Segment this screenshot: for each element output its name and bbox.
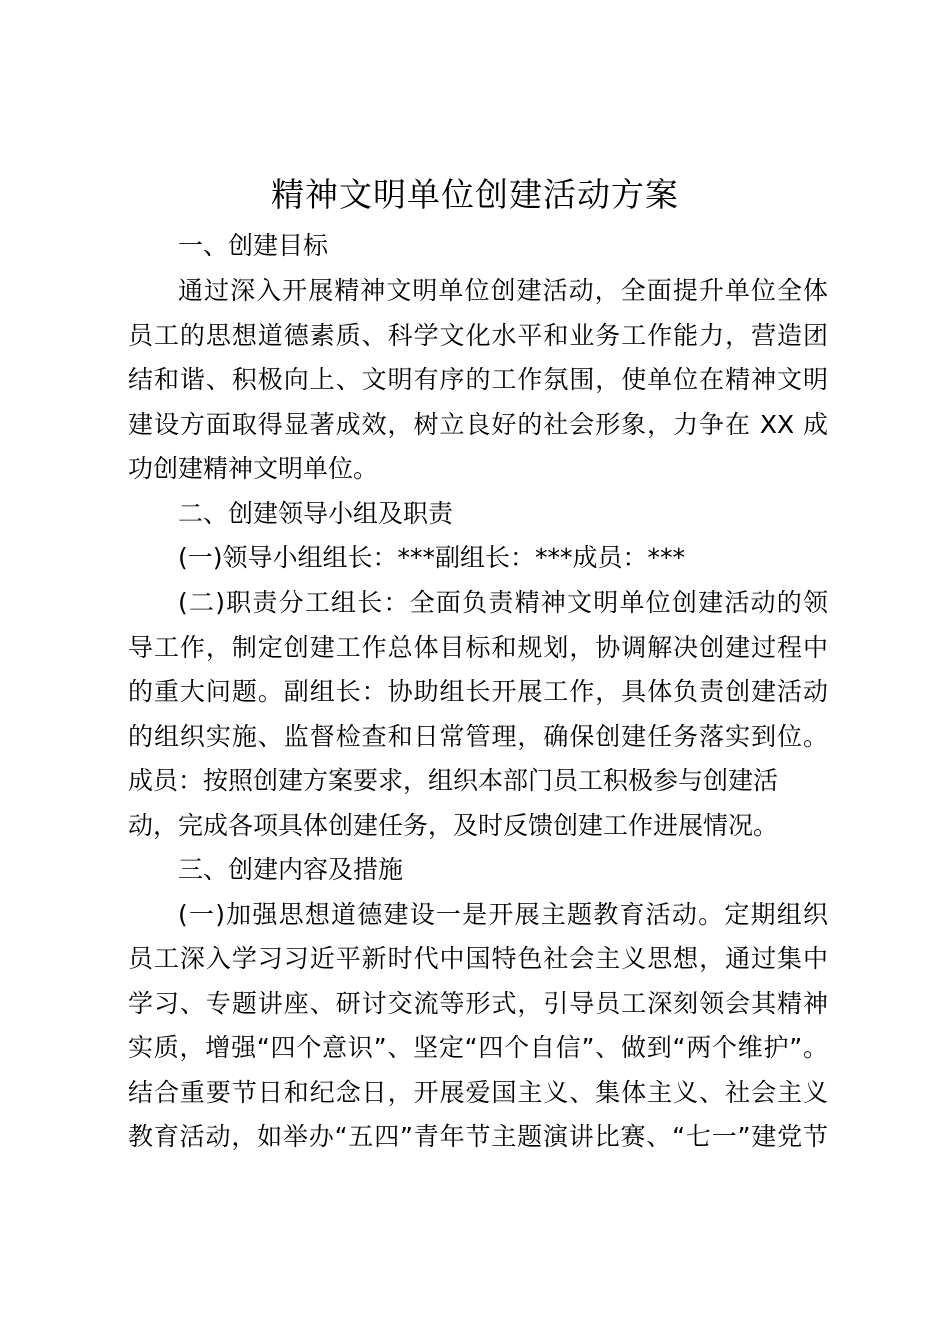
- paragraph-line: 建设方面取得显著成效，树立良好的社会形象，力争在 XX 成: [128, 410, 828, 439]
- section-heading-1: 一、创建目标: [178, 231, 329, 260]
- paragraph-line: 实质，增强“四个意识”、坚定“四个自信”、做到“两个维护”。: [128, 1033, 828, 1062]
- paragraph-line: 员工深入学习习近平新时代中国特色社会主义思想，通过集中: [128, 944, 828, 973]
- paragraph-line: 教育活动，如举办“五四”青年节主题演讲比赛、“七一”建党节: [128, 1122, 828, 1151]
- section-heading-3: 三、创建内容及措施: [178, 855, 404, 884]
- paragraph-line: (一)领导小组组长：***副组长：***成员：***: [178, 543, 686, 572]
- paragraph-line: 的重大问题。副组长：协助组长开展工作，具体负责创建活动: [128, 677, 828, 706]
- paragraph-line: 员工的思想道德素质、科学文化水平和业务工作能力，营造团: [128, 321, 828, 350]
- paragraph-line: 结合重要节日和纪念日，开展爱国主义、集体主义、社会主义: [128, 1078, 828, 1107]
- paragraph-line: 结和谐、积极向上、文明有序的工作氛围，使单位在精神文明: [128, 365, 828, 394]
- paragraph-line: (一)加强思想道德建设一是开展主题教育活动。定期组织: [178, 900, 828, 929]
- paragraph-line: (二)职责分工组长：全面负责精神文明单位创建活动的领: [178, 588, 828, 617]
- paragraph-line: 成员：按照创建方案要求，组织本部门员工积极参与创建活: [128, 766, 779, 795]
- paragraph-line: 导工作，制定创建工作总体目标和规划，协调解决创建过程中: [128, 633, 828, 662]
- document-title: 精神文明单位创建活动方案: [271, 175, 679, 214]
- section-heading-2: 二、创建领导小组及职责: [178, 499, 454, 528]
- paragraph-line: 功创建精神文明单位。: [128, 454, 379, 483]
- paragraph-line: 的组织实施、监督检查和日常管理，确保创建任务落实到位。: [128, 722, 828, 751]
- paragraph-line: 动，完成各项具体创建任务，及时反馈创建工作进展情况。: [128, 811, 779, 840]
- paragraph-line: 通过深入开展精神文明单位创建活动，全面提升单位全体: [178, 276, 828, 305]
- paragraph-line: 学习、专题讲座、研讨交流等形式，引导员工深刻领会其精神: [128, 989, 828, 1018]
